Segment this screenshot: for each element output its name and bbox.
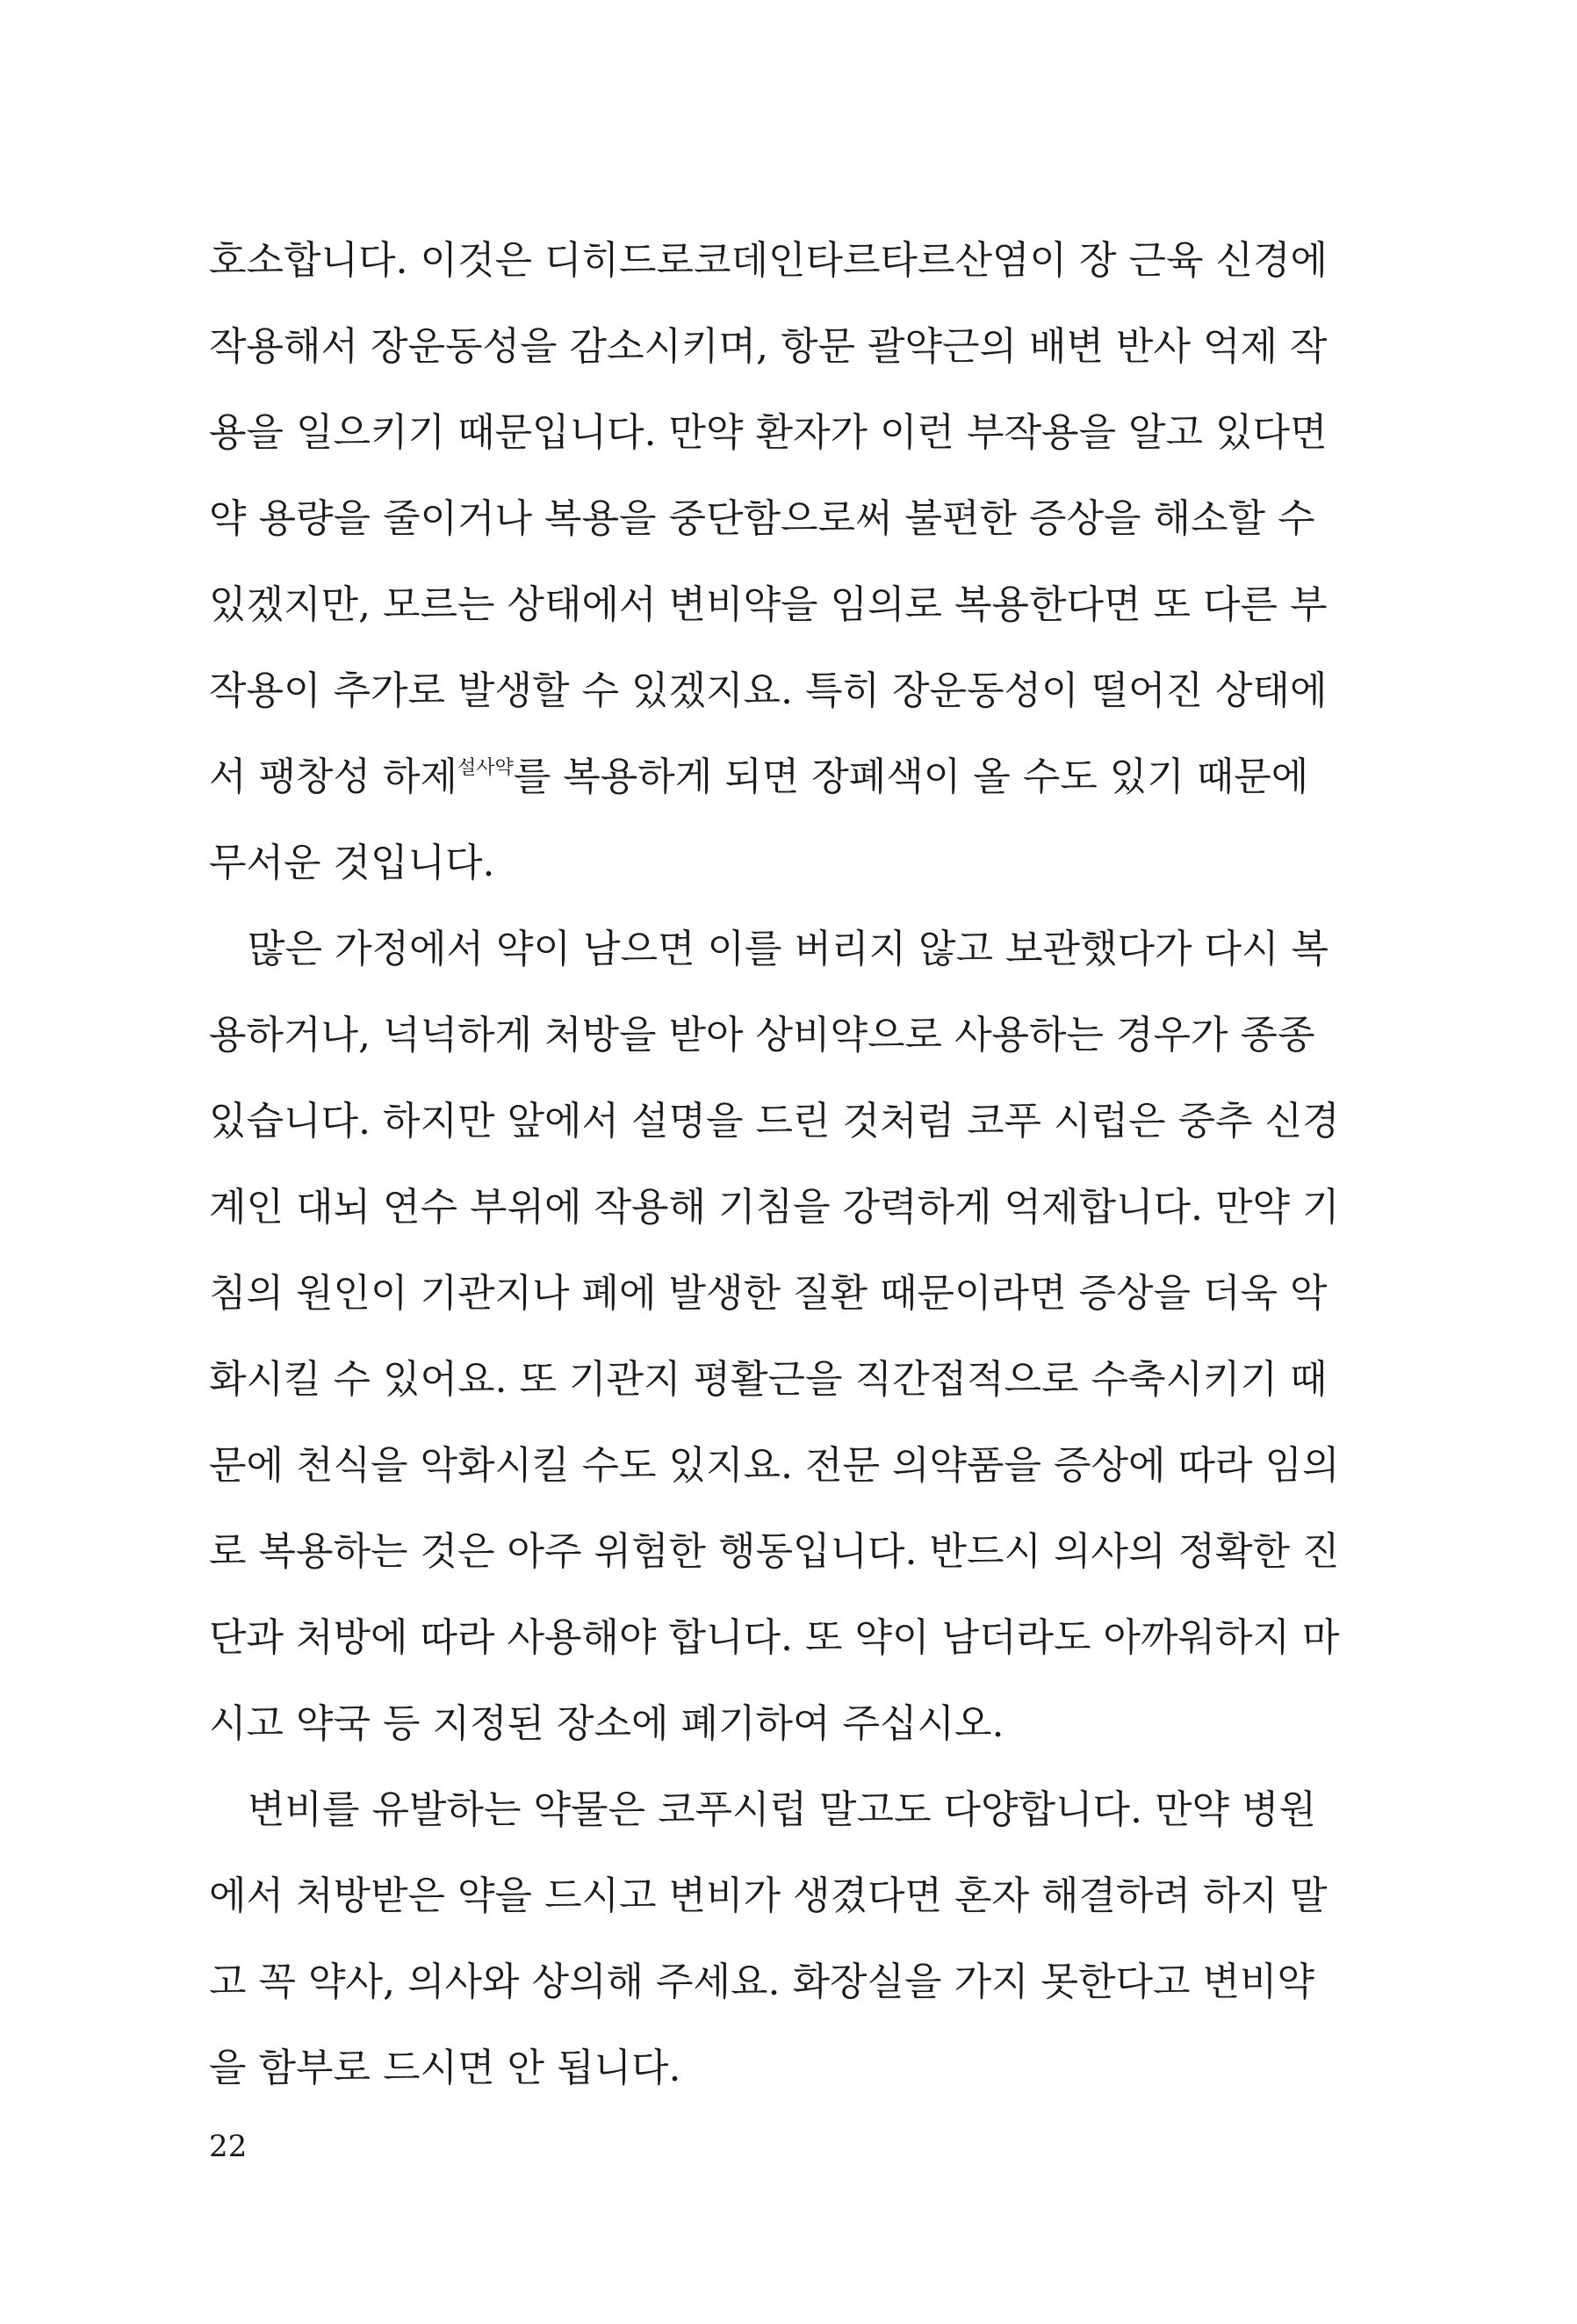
- text-line: 변비를 유발하는 약물은 코푸시럽 말고도 다양합니다. 만약 병원: [248, 1787, 1316, 1832]
- text-line: 침의 원인이 기관지나 폐에 발생한 질환 때문이라면 증상을 더욱 악: [209, 1271, 1328, 1316]
- paragraph-2: [209, 906, 1340, 1767]
- page-number: 22: [209, 2129, 248, 2164]
- text-line: 단과 처방에 따라 사용해야 합니다. 또 약이 남더라도 아까워하지 마: [209, 1615, 1340, 1660]
- text-line: 작용해서 장운동성을 감소시키며, 항문 괄약근의 배변 반사 억제 작: [209, 324, 1328, 369]
- text-line: 무서운 것입니다.: [209, 841, 495, 885]
- text-line: 많은 가정에서 약이 남으면 이를 버리지 않고 보관했다가 다시 복: [248, 927, 1329, 971]
- text-segment: 서 팽창성 하제: [209, 754, 457, 799]
- text-line: 을 함부로 드시면 안 됩니다.: [209, 2046, 681, 2090]
- text-line: 용을 일으키기 때문입니다. 만약 환자가 이런 부작용을 알고 있다면: [209, 410, 1328, 455]
- paragraph-3: [209, 1767, 1328, 2111]
- text-line: 있습니다. 하지만 앞에서 설명을 드린 것처럼 코푸 시럽은 중추 신경: [209, 1099, 1340, 1144]
- text-line: 시고 약국 등 지정된 장소에 폐기하여 주십시오.: [209, 1701, 1005, 1746]
- text-line: 호소합니다. 이것은 디히드로코데인타르타르산염이 장 근육 신경에: [209, 238, 1329, 283]
- text-line: 문에 천식을 악화시킬 수도 있지요. 전문 의약품을 증상에 따라 임의: [209, 1443, 1340, 1488]
- text-line-with-note: [209, 734, 1309, 820]
- inline-annotation: 설사약: [457, 757, 514, 779]
- text-line: 로 복용하는 것은 아주 위험한 행동입니다. 반드시 의사의 정확한 진: [209, 1529, 1340, 1574]
- text-line: 화시킬 수 있어요. 또 기관지 평활근을 직간접적으로 수축시키기 때: [209, 1357, 1328, 1402]
- text-line: 작용이 추가로 발생할 수 있겠지요. 특히 장운동성이 떨어진 상태에: [209, 668, 1328, 713]
- body-text: [209, 218, 1340, 2111]
- text-line: 약 용량을 줄이거나 복용을 중단함으로써 불편한 증상을 해소할 수: [209, 496, 1315, 541]
- text-line: 있겠지만, 모르는 상태에서 변비약을 임의로 복용한다면 또 다른 부: [209, 582, 1328, 627]
- text-segment: 를 복용하게 되면 장폐색이 올 수도 있기 때문에: [513, 754, 1309, 799]
- text-line: 에서 처방받은 약을 드시고 변비가 생겼다면 혼자 해결하려 하지 말: [209, 1873, 1328, 1918]
- text-line: 고 꼭 약사, 의사와 상의해 주세요. 화장실을 가지 못한다고 변비약: [209, 1960, 1314, 2004]
- paragraph-1: [209, 218, 1329, 906]
- text-line: 계인 대뇌 연수 부위에 작용해 기침을 강력하게 억제합니다. 만약 기: [209, 1185, 1340, 1230]
- text-line: 용하거나, 넉넉하게 처방을 받아 상비약으로 사용하는 경우가 종종: [209, 1013, 1315, 1057]
